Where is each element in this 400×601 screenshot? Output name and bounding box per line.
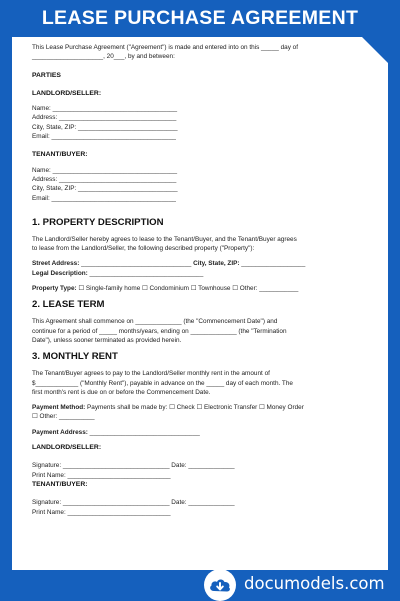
document-page bbox=[12, 37, 388, 570]
street-address-line: _______________________________ bbox=[79, 260, 192, 268]
signature-tenant-heading: TENANT/BUYER: bbox=[32, 480, 88, 488]
section-2-heading: 2. LEASE TERM bbox=[32, 299, 105, 311]
tenant-signature-field: Signature: ______________________________ Date: _____________ bbox=[32, 499, 235, 507]
section-3-text-1: The Tenant/Buyer agrees to pay to the Landlord/Seller monthly rent in the amount of bbox=[32, 370, 270, 378]
landlord-heading: LANDLORD/SELLER: bbox=[32, 89, 102, 97]
intro-line-2: ____________________, 20___, by and between: bbox=[32, 53, 175, 61]
landlord-signature-field: Signature: ______________________________ Date: _____________ bbox=[32, 462, 235, 470]
section-3-text-2: $____________ ("Monthly Rent"), payable in advance on the _____ day of each month. The bbox=[32, 379, 293, 387]
landlord-email-field: Email: ___________________________________ bbox=[32, 133, 176, 141]
page-corner-fold bbox=[362, 37, 388, 63]
landlord-print-name-field: Print Name: _____________________________ bbox=[32, 471, 171, 479]
intro-line-1: This Lease Purchase Agreement ("Agreement") is made and entered into on this _____ day of bbox=[32, 44, 299, 51]
payment-method-field bbox=[32, 403, 362, 412]
tenant-city-field: City, State, ZIP: ____________________________ bbox=[32, 185, 178, 193]
legal-description-field bbox=[32, 269, 362, 278]
section-3-heading: 3. MONTHLY RENT bbox=[32, 351, 118, 363]
landlord-address-field: Address: _________________________________ bbox=[32, 114, 177, 122]
cloud-download-icon bbox=[208, 575, 232, 595]
section-1-heading: 1. PROPERTY DESCRIPTION bbox=[32, 216, 164, 228]
legal-description-label: Legal Description: bbox=[32, 269, 88, 277]
property-type-field bbox=[32, 284, 362, 293]
section-2-text-1: This Agreement shall commence on _____________ (the "Commencement Date") and bbox=[32, 318, 278, 326]
payment-method-options: Payments shall be made by: ☐ Check ☐ Electronic Transfer ☐ Money Order bbox=[85, 404, 304, 412]
payment-address-field bbox=[32, 428, 362, 437]
tenant-address-field: Address: _________________________________ bbox=[32, 175, 177, 183]
legal-description-line: ________________________________ bbox=[87, 269, 204, 277]
landlord-name-field: Name: ___________________________________ bbox=[32, 105, 177, 113]
section-1-text-2: to lease from the Landlord/Seller, the following described property ("Property"): bbox=[32, 245, 255, 253]
download-badge[interactable] bbox=[204, 569, 236, 601]
signature-landlord-heading: LANDLORD/SELLER: bbox=[32, 444, 102, 452]
payment-method-label: Payment Method: bbox=[32, 404, 86, 412]
page-title: LEASE PURCHASE AGREEMENT bbox=[41, 6, 359, 29]
tenant-name-field: Name: ___________________________________ bbox=[32, 166, 177, 174]
payment-address-label: Payment Address: bbox=[32, 428, 88, 436]
payment-method-other: ☐ Other: __________ bbox=[32, 413, 95, 421]
payment-address-line: _______________________________ bbox=[87, 428, 200, 436]
section-3-text-3: first month's rent is due on or before the Commencement Date. bbox=[32, 388, 211, 396]
property-type-label: Property Type: bbox=[32, 285, 77, 293]
property-type-options: ☐ Single-family home ☐ Condominium ☐ Townhouse ☐ Other: ___________ bbox=[76, 285, 299, 293]
parties-heading: PARTIES bbox=[32, 71, 61, 79]
street-address-field bbox=[32, 259, 362, 268]
section-1-text-1: The Landlord/Seller hereby agrees to lease to the Tenant/Buyer, and the Tenant/Buyer agrees bbox=[32, 235, 297, 243]
tenant-email-field: Email: ___________________________________ bbox=[32, 194, 176, 202]
tenant-heading: TENANT/BUYER: bbox=[32, 151, 88, 159]
tenant-print-name-field: Print Name: _____________________________ bbox=[32, 508, 171, 516]
city-state-zip-line: __________________ bbox=[239, 260, 306, 268]
section-2-text-3: Date"), unless sooner terminated as provided herein. bbox=[32, 336, 182, 344]
city-state-zip-label: City, State, ZIP: bbox=[193, 260, 240, 268]
landlord-city-field: City, State, ZIP: ____________________________ bbox=[32, 123, 178, 131]
site-name[interactable]: documodels.com bbox=[244, 574, 385, 593]
street-address-label: Street Address: bbox=[32, 260, 80, 268]
document-body bbox=[32, 43, 362, 517]
header-banner bbox=[0, 0, 400, 36]
section-2-text-2: continue for a period of _____ months/years, ending on _____________ (the "Termination bbox=[32, 327, 287, 335]
